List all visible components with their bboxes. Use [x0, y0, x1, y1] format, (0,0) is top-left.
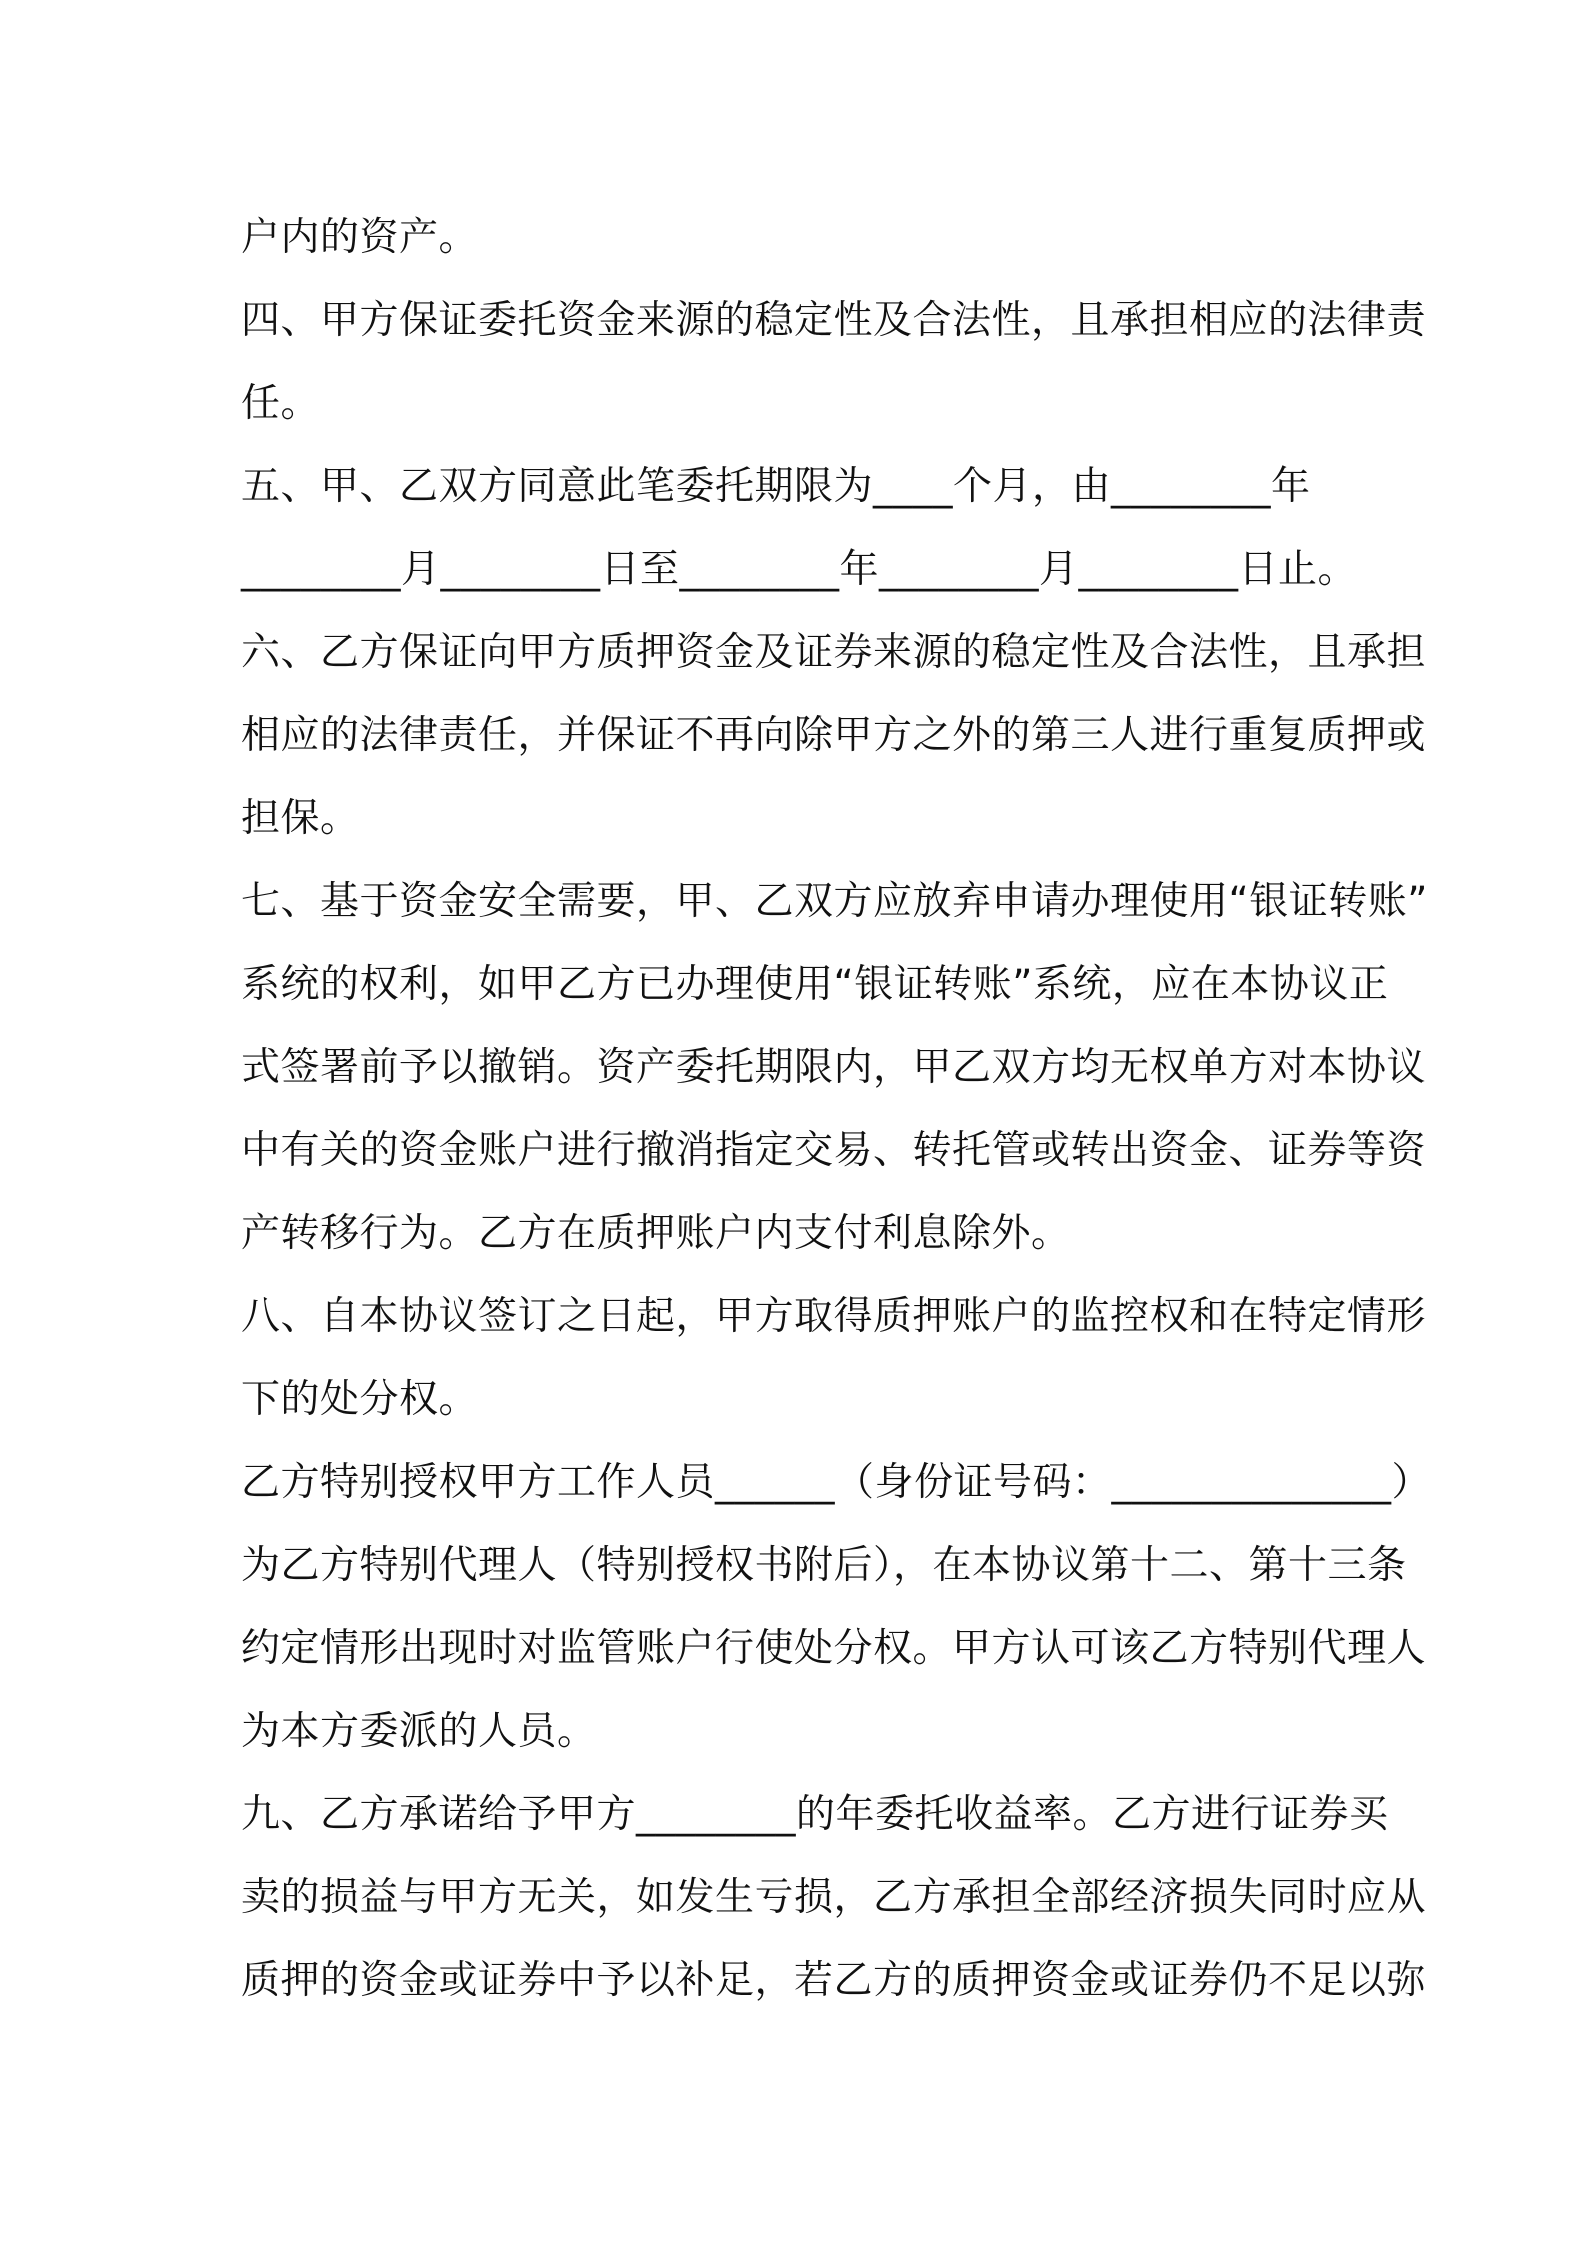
text-line: 任。: [241, 381, 321, 426]
text-line: 相应的法律责任，并保证不再向除甲方之外的第三人进行重复质押或: [241, 713, 1427, 758]
text-line: 约定情形出现时对监管账户行使处分权。甲方认可该乙方特别代理人: [241, 1626, 1427, 1671]
text-line: 产转移行为。乙方在质押账户内支付利息除外。: [241, 1211, 1071, 1256]
text-line: 为乙方特别代理人（特别授权书附后），在本协议第十二、第十三条: [241, 1543, 1407, 1588]
text-line: 担保。: [241, 796, 360, 841]
text-line: 七、基于资金安全需要，甲、乙双方应放弃申请办理使用“银证转账”: [241, 879, 1428, 924]
text-line: 下的处分权。: [241, 1377, 479, 1422]
text-line: 四、甲方保证委托资金来源的稳定性及合法性，且承担相应的法律责: [241, 298, 1427, 343]
text-line: 系统的权利，如甲乙方已办理使用“银证转账”系统，应在本协议正: [241, 962, 1389, 1007]
text-line: ________月________日至________年________月________日止。: [241, 547, 1358, 592]
text-line: 中有关的资金账户进行撤消指定交易、转托管或转出资金、证券等资: [241, 1128, 1427, 1173]
text-line: 式签署前予以撤销。资产委托期限内，甲乙双方均无权单方对本协议: [241, 1045, 1427, 1090]
text-line: 五、甲、乙双方同意此笔委托期限为____个月，由________年: [241, 464, 1311, 509]
text-line: 九、乙方承诺给予甲方________的年委托收益率。乙方进行证券买: [241, 1792, 1389, 1837]
text-line: 为本方委派的人员。: [241, 1709, 597, 1754]
text-line: 卖的损益与甲方无关，如发生亏损，乙方承担全部经济损失同时应从: [241, 1875, 1427, 1920]
document-body: [241, 196, 1432, 2022]
text-line: 八、自本协议签订之日起，甲方取得质押账户的监控权和在特定情形: [241, 1294, 1427, 1339]
text-line: 乙方特别授权甲方工作人员______（身份证号码：______________）: [241, 1460, 1432, 1505]
text-line: 户内的资产。: [241, 215, 479, 260]
text-line: 质押的资金或证券中予以补足，若乙方的质押资金或证券仍不足以弥: [241, 1958, 1427, 2003]
text-line: 六、乙方保证向甲方质押资金及证券来源的稳定性及合法性，且承担: [241, 630, 1427, 675]
